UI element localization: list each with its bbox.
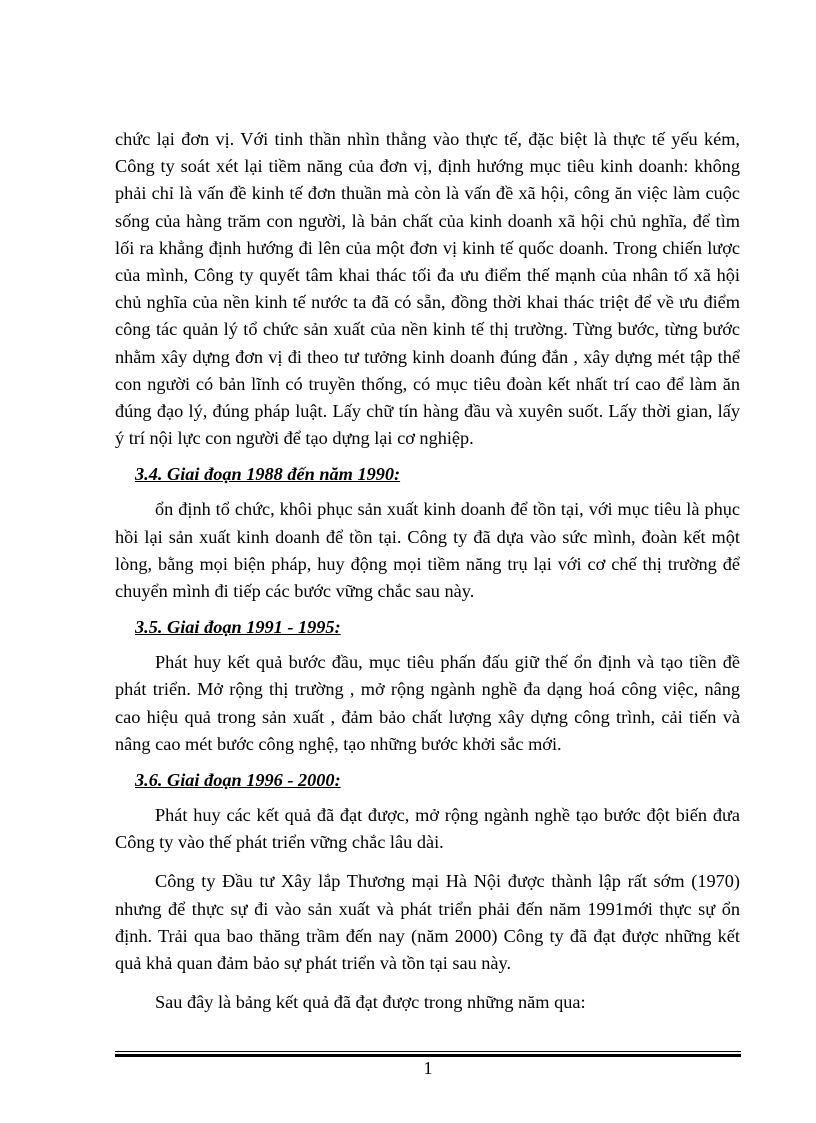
section-heading-3-5: 3.5. Giai đoạn 1991 - 1995:	[135, 617, 341, 638]
section-3-6-paragraph-1: Phát huy các kết quả đã đạt được, mở rộng ngành nghề tạo bước đột biến đưa Công ty vào thế phát triển vững chắc lâu dài.	[115, 805, 740, 853]
section-3-6-paragraph-3: Sau đây là bảng kết quả đã đạt được trong những năm qua:	[155, 992, 586, 1013]
section-3-5-paragraph: Phát huy kết quả bước đầu, mục tiêu phấn đấu giữ thế ổn định và tạo tiền đề phát triển. Mở rộng thị trường , mở rộng ngành nghề đa dạng hoá công việc, nâng cao hiệu quả trong sản xuất , đảm bảo chất lượng xây dựng công trình, cải tiến và nâng cao mét bước công nghệ, tạo những bước khởi sắc mới.	[115, 652, 740, 754]
document-body	[115, 126, 740, 1016]
intro-paragraph: chức lại đơn vị. Với tinh thần nhìn thẳng vào thực tế, đặc biệt là thực tế yếu kém, Công ty soát xét lại tiềm năng của đơn vị, định hướng mục tiêu kinh doanh: không phải chỉ là vấn đề kinh tế đơn thuần mà còn là vấn đề xã hội, công ăn việc làm cuộc sống của hàng trăm con người, là bản chất của kinh doanh xã hội chủ nghĩa, để tìm lối ra khẳng định hướng đi lên của một đơn vị kinh tế quốc doanh. Trong chiến lược của mình, Công ty quyết tâm khai thác tối đa ưu điểm thế mạnh của nhân tố xã hội chủ nghĩa của nền kinh tế nước ta đã có sẵn, đồng thời khai thác triệt để về ưu điểm công tác quản lý tổ chức sản xuất của nền kinh tế thị trường. Từng bước, từng bước nhằm xây dựng đơn vị đi theo tư tưởng kinh doanh đúng đắn , xây dựng mét tập thể con người có bản lĩnh có truyền thống, có mục tiêu đoàn kết nhất trí cao để làm ăn đúng đạo lý, đúng pháp luật. Lấy chữ tín hàng đầu và xuyên suốt. Lấy thời gian, lấy ý trí nội lực con người để tạo dựng lại cơ nghiệp.	[115, 129, 740, 449]
section-heading-3-6: 3.6. Giai đoạn 1996 - 2000:	[135, 770, 341, 791]
section-3-6-paragraph-2: Công ty Đầu tư Xây lắp Thương mại Hà Nội được thành lập rất sớm (1970) nhưng để thực sự đi vào sản xuất và phát triển phải đến năm 1991mới thực sự ổn định. Trải qua bao thăng trầm đến nay (năm 2000) Công ty đã đạt được những kết quả khả quan đảm bảo sự phát triển và tồn tại sau này.	[115, 871, 740, 974]
section-heading-3-4: 3.4. Giai đoạn 1988 đến năm 1990:	[135, 464, 401, 485]
footer-divider-thin	[115, 1051, 741, 1052]
section-3-4-paragraph: ổn định tổ chức, khôi phục sản xuất kinh doanh để tồn tại, với mục tiêu là phục hồi lại sản xuất kinh doanh để tồn tại. Công ty đã dựa vào sức mình, đoàn kết một lòng, bằng mọi biện pháp, huy động mọi tiềm năng trụ lại với cơ chế thị trường để chuyển mình đi tiếp các bước vững chắc sau này.	[115, 499, 740, 602]
page-number: 1	[423, 1058, 433, 1078]
